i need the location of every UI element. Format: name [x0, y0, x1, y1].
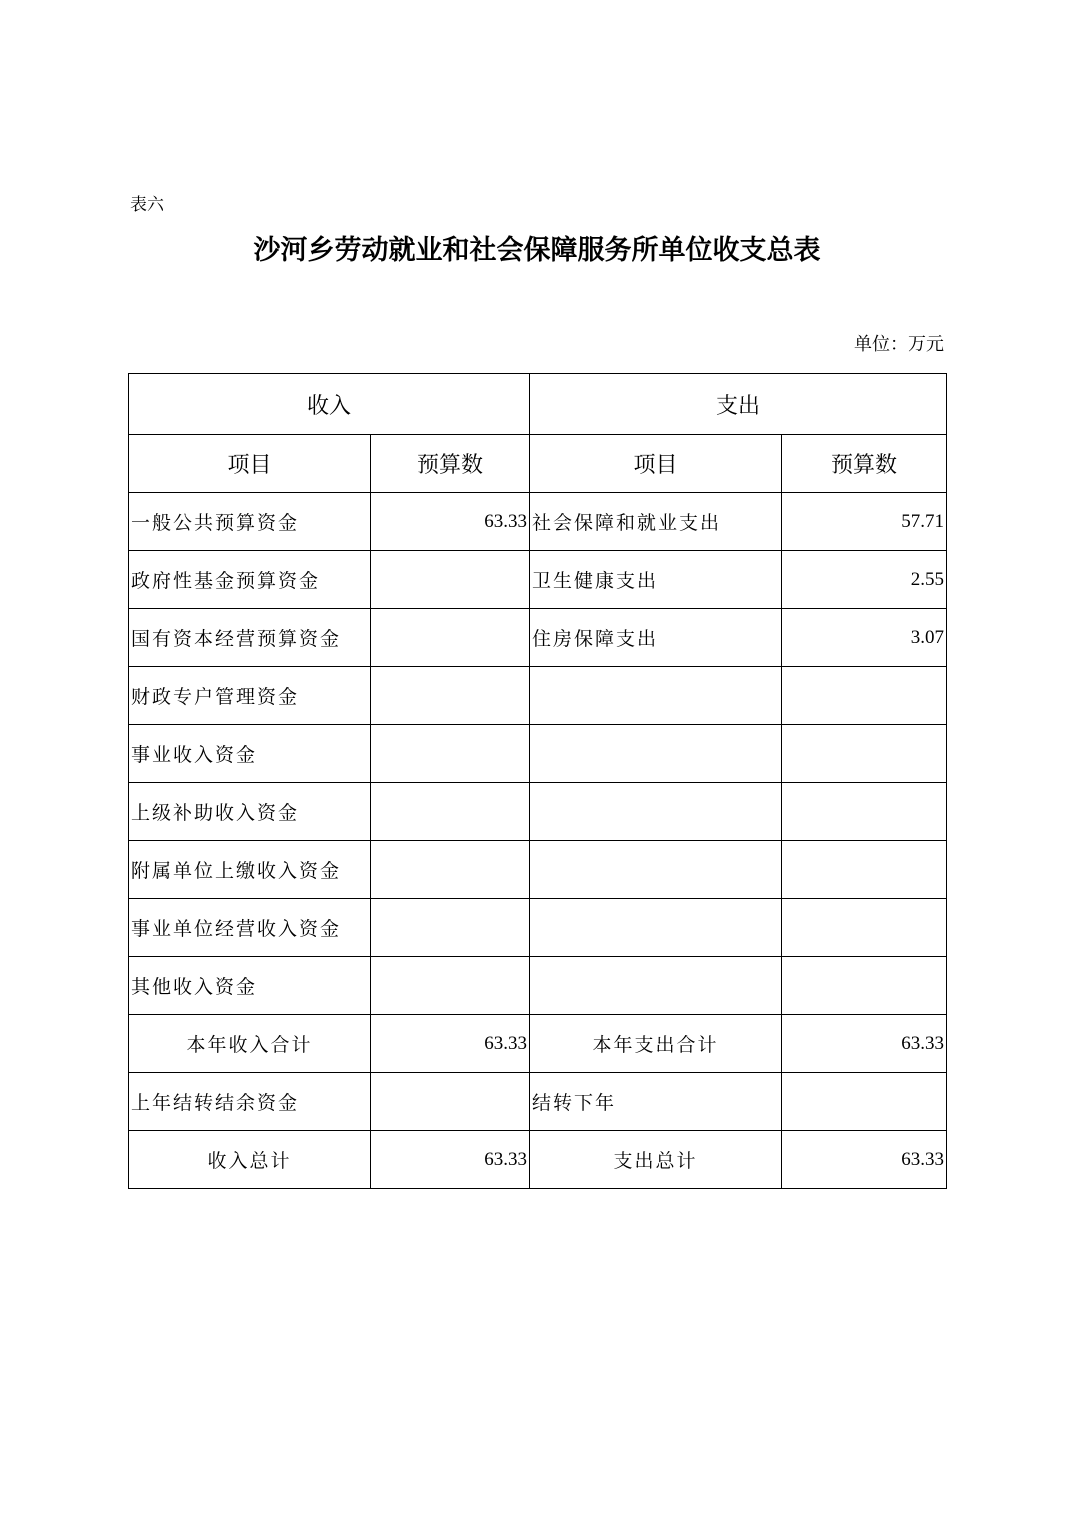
income-item: 上级补助收入资金: [129, 783, 371, 841]
table-number-label: 表六: [130, 195, 164, 215]
carryover-row: [129, 1073, 947, 1131]
expense-grand-total-label: 支出总计: [530, 1131, 782, 1189]
income-group-header: 收入: [129, 374, 530, 435]
expense-item: [530, 841, 782, 899]
unit-label: 单位：万元: [854, 334, 944, 355]
expense-budget-header: 预算数: [782, 435, 947, 493]
year-total-row: [129, 1015, 947, 1073]
income-value: [371, 783, 530, 841]
page-title: 沙河乡劳动就业和社会保障服务所单位收支总表: [253, 235, 821, 266]
income-value: [371, 609, 530, 667]
expense-item-header: 项目: [530, 435, 782, 493]
income-budget-header: 预算数: [371, 435, 530, 493]
income-value: 63.33: [371, 493, 530, 551]
expense-value: 2.55: [782, 551, 947, 609]
expense-carryover-label: 结转下年: [530, 1073, 782, 1131]
expense-value: [782, 725, 947, 783]
income-carryover-label: 上年结转结余资金: [129, 1073, 371, 1131]
expense-year-total-value: 63.33: [782, 1015, 947, 1073]
group-header-row: [129, 374, 947, 435]
expense-value: [782, 667, 947, 725]
income-item: 一般公共预算资金: [129, 493, 371, 551]
expense-group-header: 支出: [530, 374, 947, 435]
expense-item: [530, 783, 782, 841]
expense-item: 住房保障支出: [530, 609, 782, 667]
table-row: [129, 841, 947, 899]
table-row: [129, 609, 947, 667]
expense-value: [782, 841, 947, 899]
expense-item: [530, 899, 782, 957]
table-row: [129, 957, 947, 1015]
table-row: [129, 667, 947, 725]
income-item: 国有资本经营预算资金: [129, 609, 371, 667]
expense-year-total-label: 本年支出合计: [530, 1015, 782, 1073]
expense-value: 3.07: [782, 609, 947, 667]
income-item: 事业收入资金: [129, 725, 371, 783]
expense-item: 社会保障和就业支出: [530, 493, 782, 551]
column-header-row: [129, 435, 947, 493]
expense-carryover-value: [782, 1073, 947, 1131]
expense-item: 卫生健康支出: [530, 551, 782, 609]
expense-grand-total-value: 63.33: [782, 1131, 947, 1189]
income-value: [371, 551, 530, 609]
income-value: [371, 725, 530, 783]
grand-total-row: [129, 1131, 947, 1189]
income-grand-total-label: 收入总计: [129, 1131, 371, 1189]
income-item: 附属单位上缴收入资金: [129, 841, 371, 899]
income-year-total-value: 63.33: [371, 1015, 530, 1073]
expense-value: 57.71: [782, 493, 947, 551]
income-value: [371, 957, 530, 1015]
income-item-header: 项目: [129, 435, 371, 493]
expense-value: [782, 783, 947, 841]
income-item: 财政专户管理资金: [129, 667, 371, 725]
expense-item: [530, 725, 782, 783]
table-row: [129, 551, 947, 609]
table-row: [129, 725, 947, 783]
income-year-total-label: 本年收入合计: [129, 1015, 371, 1073]
income-value: [371, 841, 530, 899]
expense-value: [782, 899, 947, 957]
income-item: 其他收入资金: [129, 957, 371, 1015]
table-row: [129, 783, 947, 841]
expense-item: [530, 667, 782, 725]
expense-value: [782, 957, 947, 1015]
income-item: 政府性基金预算资金: [129, 551, 371, 609]
income-value: [371, 667, 530, 725]
income-expense-table: [128, 373, 947, 1189]
income-grand-total-value: 63.33: [371, 1131, 530, 1189]
expense-item: [530, 957, 782, 1015]
income-value: [371, 899, 530, 957]
table-row: [129, 899, 947, 957]
table-row: [129, 493, 947, 551]
income-carryover-value: [371, 1073, 530, 1131]
income-item: 事业单位经营收入资金: [129, 899, 371, 957]
